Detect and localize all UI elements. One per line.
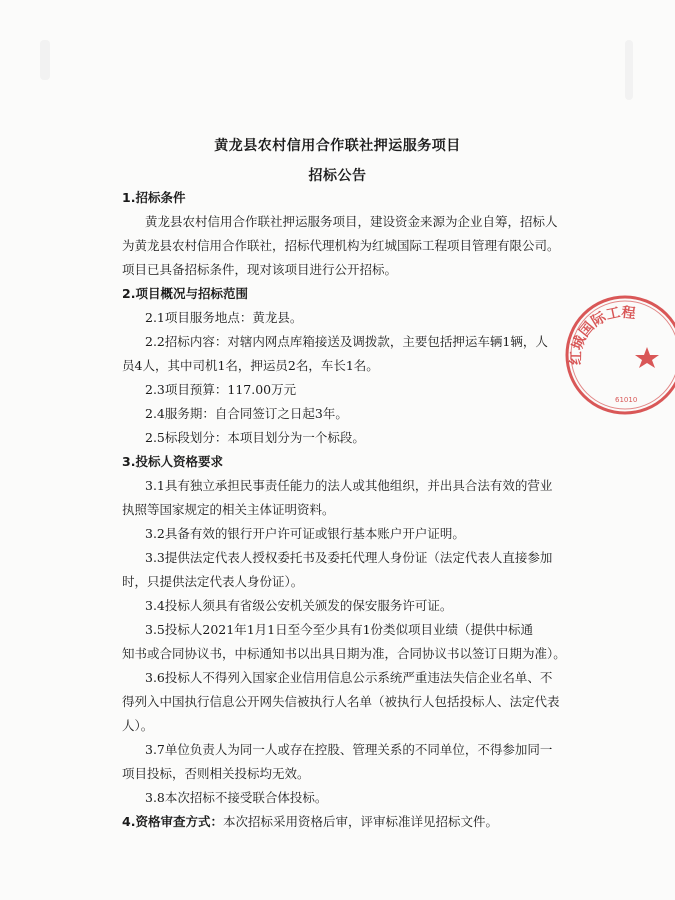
paragraph-line: 2.3项目预算：117.00万元: [145, 382, 297, 397]
paragraph-line: 2.5标段划分：本项目划分为一个标段。: [145, 430, 365, 445]
section-heading: 1.招标条件: [122, 190, 186, 205]
paragraph-line: 3.7单位负责人为同一人或存在控股、管理关系的不同单位，不得参加同一: [145, 742, 553, 757]
paragraph-line: 3.2具备有效的银行开户许可证或银行基本账户开户证明。: [145, 526, 465, 541]
document-subtitle: 招标公告: [308, 168, 367, 184]
scan-mark: [625, 40, 633, 100]
section-heading: 4.资格审查方式：: [122, 814, 223, 829]
section-heading: 2.项目概况与招标范围: [122, 286, 248, 301]
paragraph-line: 项目投标，否则相关投标均无效。: [122, 766, 310, 781]
paragraph-line: 3.1具有独立承担民事责任能力的法人或其他组织，并出具合法有效的营业: [145, 478, 553, 493]
paragraph-line: 执照等国家规定的相关主体证明资料。: [122, 502, 335, 517]
section-heading: 3.投标人资格要求: [122, 454, 223, 469]
paragraph-line: 2.4服务期：自合同签订之日起3年。: [145, 406, 348, 421]
star-icon: [635, 347, 659, 368]
section-4-line: [0, 814, 675, 830]
paragraph-line: 人）。: [122, 718, 154, 733]
seal-text: 红城国际工程: [568, 304, 637, 366]
svg-text:红城国际工程: [567, 304, 636, 366]
paragraph-line: 员4人，其中司机1名，押运员2名，车长1名。: [122, 358, 379, 373]
document-title: 黄龙县农村信用合作联社押运服务项目: [214, 138, 461, 154]
paragraph-text: 本次招标采用资格后审，评审标准详见招标文件。: [222, 814, 498, 829]
paragraph-line: 3.5投标人2021年1月1日至今至少具有1份类似项目业绩（提供中标通: [145, 622, 534, 637]
paragraph-line: 时，只提供法定代表人身份证）。: [122, 574, 304, 589]
paragraph-line: 黄龙县农村信用合作联社押运服务项目，建设资金来源为企业自筹，招标人: [145, 214, 558, 229]
seal-code: 61010: [615, 396, 638, 404]
company-seal: [555, 290, 675, 420]
paragraph-line: 3.8本次招标不接受联合体投标。: [145, 790, 328, 805]
paragraph-line: 2.2招标内容：对辖内网点库箱接送及调拨款，主要包括押运车辆1辆，人: [145, 334, 548, 349]
scan-mark: [40, 40, 50, 80]
paragraph-line: 知书或合同协议书，中标通知书以出具日期为准，合同协议书以签订日期为准）。: [122, 646, 566, 661]
paragraph-line: 2.1项目服务地点：黄龙县。: [145, 310, 303, 325]
paragraph-line: 3.3提供法定代表人授权委托书及委托代理人身份证（法定代表人直接参加: [145, 550, 553, 565]
paragraph-line: 3.4投标人须具有省级公安机关颁发的保安服务许可证。: [145, 598, 453, 613]
paragraph-line: 3.6投标人不得列入国家企业信用信息公示系统严重违法失信企业名单、不: [145, 670, 553, 685]
paragraph-line: 项目已具备招标条件，现对该项目进行公开招标。: [122, 262, 398, 277]
paragraph-line: 为黄龙县农村信用合作联社，招标代理机构为红城国际工程项目管理有限公司。: [122, 238, 560, 253]
paragraph-line: 得列入中国执行信息公开网失信被执行人名单（被执行人包括投标人、法定代表: [122, 694, 560, 709]
